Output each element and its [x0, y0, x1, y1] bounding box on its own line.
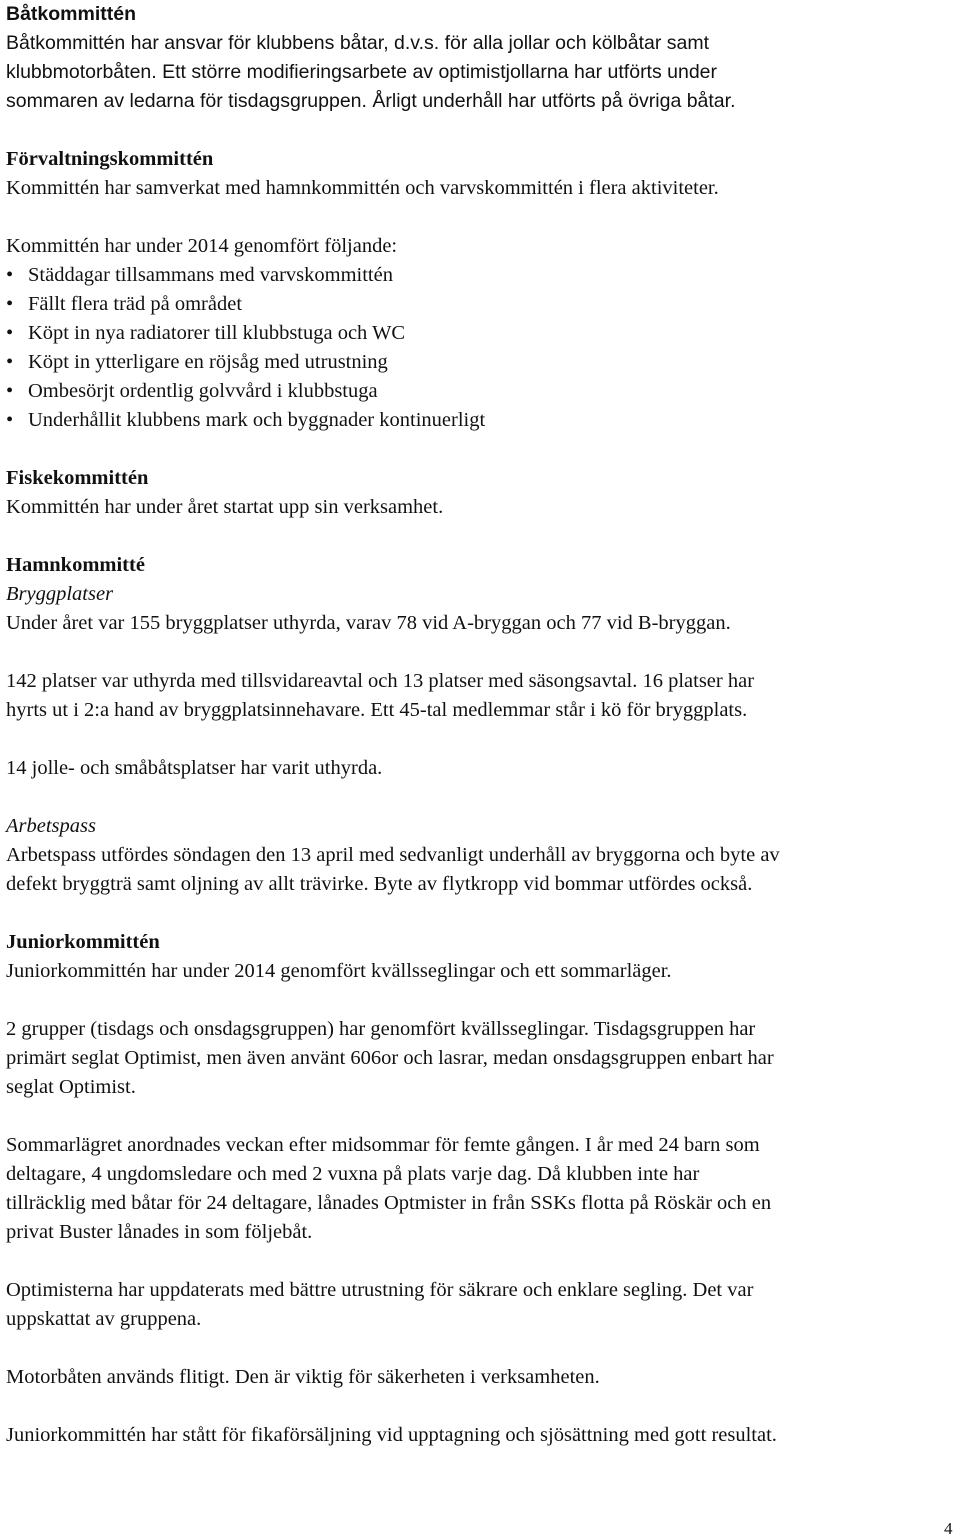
body-line: 2 grupper (tisdags och onsdagsgruppen) har genomfört kvällsseglingar. Tisdagsgruppen har — [6, 1018, 756, 1040]
list-item-text: Underhållit klubbens mark och byggnader kontinuerligt — [28, 409, 486, 431]
list-item-text: Köpt in ytterligare en röjsåg med utrustning — [28, 351, 388, 373]
subheading-bryggplatser: Bryggplatser — [6, 583, 114, 605]
body-line: Juniorkommittén har under 2014 genomfört kvällsseglingar och ett sommarläger. — [6, 960, 672, 982]
bullet: • — [6, 409, 14, 431]
body-line: Motorbåten används flitigt. Den är viktig för säkerheten i verksamheten. — [6, 1366, 600, 1388]
body-line: seglat Optimist. — [6, 1076, 136, 1098]
body-line: primärt seglat Optimist, men även använt 606or och lasrar, medan onsdagsgruppen enbart har — [6, 1047, 774, 1069]
heading-forvaltningskommitten: Förvaltningskommittén — [6, 148, 214, 170]
subheading-arbetspass: Arbetspass — [6, 815, 96, 837]
body-line: uppskattat av gruppena. — [6, 1308, 202, 1330]
bullet: • — [6, 351, 14, 373]
body-line: Optimisterna har uppdaterats med bättre utrustning för säkrare och enklare segling. Det var — [6, 1279, 754, 1301]
bullet: • — [6, 322, 14, 344]
body-line: Sommarlägret anordnades veckan efter midsommar för femte gången. I år med 24 barn som — [6, 1134, 760, 1156]
heading-juniorkommitten: Juniorkommittén — [6, 931, 160, 953]
body-line: Juniorkommittén har stått för fikaförsäljning vid upptagning och sjösättning med gott resultat. — [6, 1424, 777, 1446]
heading-fiskekommitten: Fiskekommittén — [6, 467, 149, 489]
list-item-text: Städdagar tillsammans med varvskommittén — [28, 264, 393, 286]
body-line: Arbetspass utfördes söndagen den 13 april med sedvanligt underhåll av bryggorna och byte av — [6, 844, 780, 866]
list-item-text: Ombesörjt ordentlig golvvård i klubbstuga — [28, 380, 378, 402]
body-line: Kommittén har samverkat med hamnkommittén och varvskommittén i flera aktiviteter. — [6, 177, 719, 199]
body-line: deltagare, 4 ungdomsledare och med 2 vuxna på plats varje dag. Då klubben inte har — [6, 1163, 700, 1185]
bullet: • — [6, 380, 14, 402]
body-line: hyrts ut i 2:a hand av bryggplatsinnehavare. Ett 45-tal medlemmar står i kö för bryggplats. — [6, 699, 748, 721]
bullet: • — [6, 264, 14, 286]
list-intro: Kommittén har under 2014 genomfört följande: — [6, 235, 398, 257]
page-number: 4 — [944, 1519, 953, 1538]
heading-batkommitten: Båtkommittén — [6, 3, 137, 25]
bullet: • — [6, 293, 14, 315]
body-line: klubbmotorbåten. Ett större modifieringsarbete av optimistjollarna har utförts under — [6, 61, 718, 83]
list-item-text: Köpt in nya radiatorer till klubbstuga och WC — [28, 322, 406, 344]
body-line: privat Buster lånades in som följebåt. — [6, 1221, 313, 1243]
body-line: 142 platser var uthyrda med tillsvidareavtal och 13 platser med säsongsavtal. 16 platser har — [6, 670, 755, 692]
body-line: Båtkommittén har ansvar för klubbens båtar, d.v.s. för alla jollar och kölbåtar samt — [6, 32, 710, 54]
body-line: defekt bryggträ samt oljning av allt trävirke. Byte av flytkropp vid bommar utfördes också. — [6, 873, 753, 895]
body-line: Kommittén har under året startat upp sin verksamhet. — [6, 496, 444, 518]
body-line: tillräcklig med båtar för 24 deltagare, lånades Optmister in från SSKs flotta på Röskär och en — [6, 1192, 772, 1214]
body-line: 14 jolle- och småbåtsplatser har varit uthyrda. — [6, 757, 383, 779]
heading-hamnkommitte: Hamnkommitté — [6, 554, 145, 576]
body-line: sommaren av ledarna för tisdagsgruppen. Årligt underhåll har utförts på övriga båtar. — [6, 90, 736, 112]
list-item-text: Fällt flera träd på området — [28, 293, 243, 315]
body-line: Under året var 155 bryggplatser uthyrda, varav 78 vid A-bryggan och 77 vid B-bryggan. — [6, 612, 731, 634]
